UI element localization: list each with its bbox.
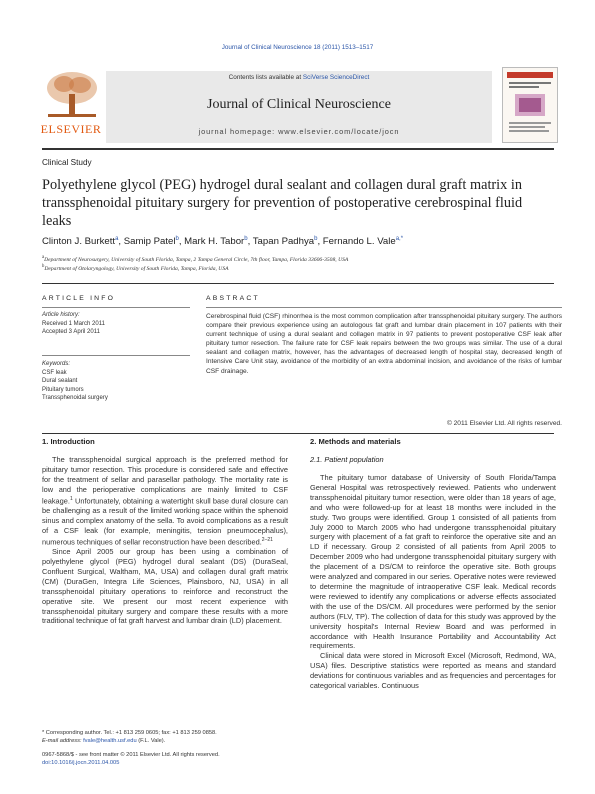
author-name: Tapan Padhya: [252, 236, 315, 248]
copyright: © 2011 Elsevier Ltd. All rights reserved.: [446, 420, 562, 427]
keyword: Dural sealant: [42, 378, 78, 384]
author-name: Clinton J. Burkett: [42, 236, 116, 248]
author-list: Clinton J. Burkett$^a$, Samip Patel$^b$, Mark H. Tabor$^b$, Tapan Padhya$^b$, Fernando L. Vale$^{a,*}$: [42, 236, 404, 248]
keyword: Pituitary tumors: [42, 386, 84, 393]
footnotes: [42, 729, 217, 745]
corresponding-author: * Corresponding author. Tel.: +1 813 259 0605; fax: +1 813 259 0858.: [42, 730, 217, 736]
affiliation: $^a$Department of Neurosurgery, University of South Florida, Tampa, 2 Tampa General Circle, 7th floor, Tampa, Florida 33606-3508, USA: [42, 255, 349, 263]
section-heading: 1. Introduction: [42, 437, 95, 446]
keyword: CSF leak: [42, 369, 67, 376]
intro-body: [42, 455, 288, 626]
divider: [42, 307, 190, 308]
author-name: Fernando L. Vale: [322, 236, 396, 248]
email-line: E-mail address: fvale@health.usf.edu (F.L. Vale).: [42, 738, 166, 744]
divider: [42, 283, 554, 284]
journal-homepage[interactable]: journal homepage: www.elsevier.com/locate/jocn: [198, 127, 400, 136]
journal-citation[interactable]: Journal of Clinical Neuroscience 18 (2011) 1513–1517: [221, 44, 374, 51]
article-info-heading: ARTICLE INFO: [42, 295, 116, 302]
methods-body: [310, 473, 556, 691]
sciencedirect-link[interactable]: SciVerse ScienceDirect: [302, 74, 370, 81]
journal-header: [106, 71, 492, 143]
keyword: Transsphenoidal surgery: [42, 395, 108, 401]
subsection-heading: 2.1. Patient population: [310, 455, 384, 464]
paragraph: Clinical data were stored in Microsoft Excel (Microsoft, Redmond, WA, USA) files. Descriptive statistics were reported as means and standard deviations for continuous variables and as frequencies and percentages for categorical variables. Continuous: [310, 651, 556, 691]
doi-link[interactable]: doi:10.1016/j.jocn.2011.04.005: [42, 760, 120, 766]
header-rule: [42, 148, 554, 150]
elsevier-tree-icon: [44, 70, 100, 120]
divider: [42, 355, 190, 356]
divider: [42, 433, 554, 434]
author-name: Mark H. Tabor: [184, 236, 245, 248]
paragraph: The pituitary tumor database of University of South Florida/Tampa General Hospital was retrospectively reviewed. Patients who underwent transsphenoidal pituitary tumor resection, were older than 18 years of age, and who were followed-up for at least 18 months were included in the study. Two groups were identified. Group 1 consisted of all patients from July 2000 to March 2005 who had undergone transsphenoidal pituitary surgery with placement of a fat graft to reinforce the operative site and an LD if necessary. Group 2 consisted of all patients from April 2005 to December 2009 who had undergone transsphenoidal pituitary surgery with the placement of a DS/CM to reinforce the operative site. Both groups were analyzed and compared in our series. Operative notes were reviewed to determine the magnitude of intraoperative CSF leak. Medical records were reviewed to identify any complications or adverse effects associated with the use of the DS/CM. All procedures were performed by the senior authors (FLV, TP). The collection of data for this study was approved by the university hospital's Internal Review Board and was performed in accordance with Health Insurance Portability and Accountability Act requirements.: [310, 473, 556, 651]
journal-cover-thumbnail: [502, 67, 558, 143]
paragraph: Since April 2005 our group has been using a combination of polyethylene glycol (PEG) hydrogel dural sealant (DS) (DuraSeal, Confluent Surgical, Waltham, MA, USA) and collagen dural graft matrix (CM) (DuraGen, Integra Life Sciences, Plainsboro, NJ, USA) in all transsphenoidal pituitary operations to reinforce and reconstruct the operative site. We present our most recent experience with transsphenoidal pituitary surgery and compare these results with a more traditional technique of fat graft harvest and lumbar drain (LD) placement.: [42, 547, 288, 626]
keywords: Keywords: CSF leak Dural sealant Pituitary tumors Transsphenoidal surgery: [42, 361, 108, 401]
elsevier-wordmark: ELSEVIER: [40, 122, 102, 136]
article-type: Clinical Study: [42, 158, 92, 167]
article-history: Article history: Received 1 March 2011 Accepted 3 April 2011: [42, 312, 105, 335]
paragraph: The transsphenoidal surgical approach is the preferred method for pituitary tumor resection. This procedure is considered safe and effective for the treatment of sellar and parasellar pathology. The mortality rate is low and the perioperative complications are mainly limited to CSF leakage.$^1$ Unfortunately, obtaining a watertight skull base dural closure can be challenging as a result of the limited working space within the sphenoid sinus and complex anatomy of the sella. To avoid complications as a result of a CSF leak (for example, meningitis, tension pneumocephalus), numerous techniques of sellar reconstruction have been described.$^{2-21}$: [42, 455, 288, 547]
abstract-heading: ABSTRACT: [206, 295, 260, 302]
author-name: Samip Patel: [123, 236, 176, 248]
issn: 0967-5868/$ - see front matter © 2011 Elsevier Ltd. All rights reserved.: [42, 752, 220, 758]
section-heading: 2. Methods and materials: [310, 437, 401, 446]
affiliation: $^b$Department of Otolaryngology, University of South Florida, Tampa, Florida, USA: [42, 264, 229, 272]
issn-block: [42, 751, 220, 767]
cover-image-icon: [503, 68, 557, 142]
email-link[interactable]: fvale@health.usf.edu: [83, 738, 137, 744]
article-title: Polyethylene glycol (PEG) hydrogel dural sealant and collagen dural graft matrix in transsphenoidal pituitary surgery for prevention of postoperative cerebrospinal fluid leaks: [42, 177, 523, 229]
divider: [206, 307, 562, 308]
journal-title: Journal of Clinical Neuroscience: [207, 97, 391, 112]
abstract-text: Cerebrospinal fluid (CSF) rhinorrhea is the most common complication after transsphenoidal pituitary surgery. The authors compare their previous experience using an autologous fat graft and lumbar drain placement in 107 patients with their current technique of using a dural sealant and collagen matrix in 97 patients to prevent postoperative CSF leak after pituitary tumor resection. The failure rate for CSF leak repairs between the two groups was similar. The use of a dural sealant and collagen matrix, however, has the advantages of decreased length of hospital stay, decreased length of Intensive Care Unit stay, avoidance of the morbidity of an extra abdominal incision, and avoidance of the risks of lumbar CSF drainage.: [206, 313, 562, 375]
contents-line: Contents lists available at SciVerse ScienceDirect: [228, 74, 370, 81]
elsevier-logo: [40, 70, 102, 140]
